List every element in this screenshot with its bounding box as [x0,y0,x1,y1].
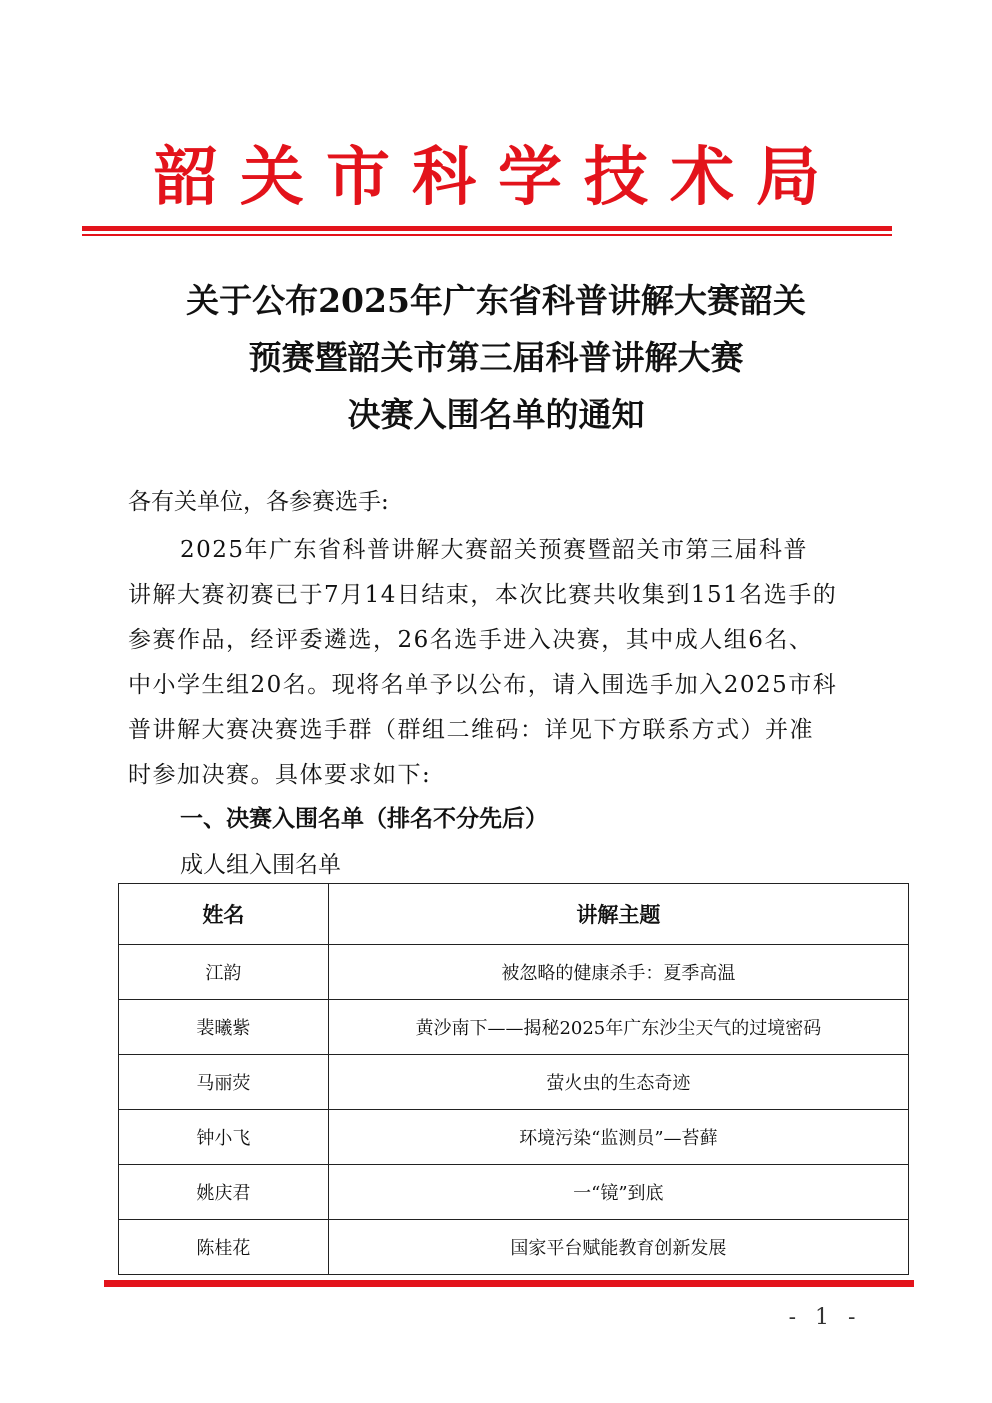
paragraph-line: 中小学生组20名。现将名单予以公布，请入围选手加入2025市科 [128,672,838,698]
table-row [119,945,909,1000]
authority-char: 市 [326,141,390,215]
cell-topic: 国家平台赋能教育创新发展 [328,1220,908,1275]
notice-title-line: 关于公布2025年广东省科普讲解大赛韶关 [186,281,806,320]
column-header-topic: 讲解主题 [328,884,908,945]
authority-char: 术 [670,141,734,215]
page-number: - 1 - [788,1305,862,1330]
notice-title [82,272,910,443]
cell-name: 马丽荧 [119,1055,329,1110]
finalist-table [118,883,909,1275]
header-divider-thick [82,226,892,231]
cell-name: 钟小飞 [119,1110,329,1165]
authority-char: 韶 [154,141,218,215]
table-row [119,1220,909,1275]
issuing-authority-title [82,138,892,218]
table-row [119,1110,909,1165]
notice-title-line: 决赛入围名单的通知 [347,395,645,434]
table-row [119,1055,909,1110]
section-heading: 一、决赛入围名单（排名不分先后） [180,806,548,832]
cell-topic: 萤火虫的生态奇迹 [328,1055,908,1110]
paragraph-line: 参赛作品，经评委遴选，26名选手进入决赛，其中成人组6名、 [128,627,814,653]
paragraph-line: 普讲解大赛决赛选手群（群组二维码：详见下方联系方式）并准 [128,717,814,743]
cell-topic: 一“镜”到底 [328,1165,908,1220]
notice-title-line: 预赛暨韶关市第三届科普讲解大赛 [248,338,744,377]
paragraph-line: 时参加决赛。具体要求如下: [128,762,432,788]
salutation: 各有关单位，各参赛选手: [128,489,389,515]
paragraph-line: 讲解大赛初赛已于7月14日结束，本次比赛共收集到151名选手的 [128,582,838,608]
body-paragraph [128,528,864,798]
table-header-row [119,884,909,945]
authority-char: 局 [756,141,820,215]
header-divider-thin [82,234,892,236]
authority-char: 技 [584,141,648,215]
cell-topic: 环境污染“监测员”—苔藓 [328,1110,908,1165]
table-row [119,1000,909,1055]
footer-divider [104,1280,914,1287]
cell-topic: 黄沙南下——揭秘2025年广东沙尘天气的过境密码 [328,1000,908,1055]
cell-name: 裴曦紫 [119,1000,329,1055]
column-header-name: 姓名 [119,884,329,945]
table-caption: 成人组入围名单 [180,852,341,878]
cell-name: 姚庆君 [119,1165,329,1220]
authority-char: 学 [498,141,562,215]
cell-topic: 被忽略的健康杀手：夏季高温 [328,945,908,1000]
cell-name: 江韵 [119,945,329,1000]
authority-char: 科 [412,141,476,215]
authority-char: 关 [240,141,304,215]
cell-name: 陈桂花 [119,1220,329,1275]
table-row [119,1165,909,1220]
paragraph-line: 2025年广东省科普讲解大赛韶关预赛暨韶关市第三届科普 [180,537,809,563]
